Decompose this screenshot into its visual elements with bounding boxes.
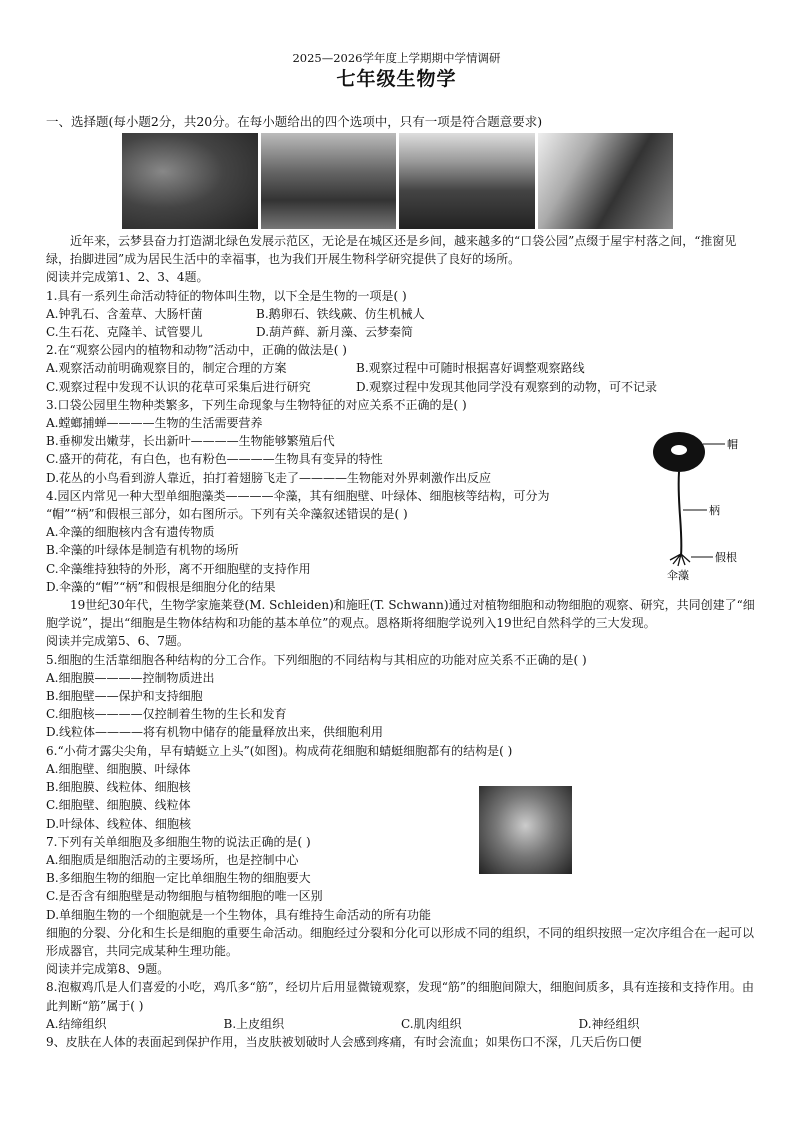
option-a: A.伞藻的细胞核内含有遗传物质 xyxy=(46,525,215,540)
section-heading: 一、选择题(每小题2分，共20分。在每小题给出的四个选项中，只有一项是符合题意要求) xyxy=(46,114,543,129)
option-d: D.伞藻的“帽”“柄”和假根是细胞分化的结果 xyxy=(46,579,276,594)
option-d: D.葫芦藓、新月藻、云梦秦简 xyxy=(256,325,414,340)
acetabularia-stalk xyxy=(679,472,682,556)
question-stem: 1.具有一系列生命活动特征的物体叫生物，以下全是生物的一项是( ) xyxy=(46,288,407,303)
label-stalk: 柄 xyxy=(709,504,720,517)
acetabularia-figure xyxy=(645,424,760,584)
option-d: D.线粒体————将有机物中储存的能量释放出来，供细胞利用 xyxy=(46,725,384,740)
label-rhizoid: 假根 xyxy=(715,551,737,564)
question-stem: 2.在“观察公园内的植物和动物”活动中，正确的做法是( ) xyxy=(46,343,347,358)
option-row xyxy=(46,359,756,377)
cell-division-passage: 细胞的分裂、分化和生长是细胞的重要生命活动。细胞经过分裂和分化可以形成不同的组织，不同的组织按照一定次序组合在一起可以形成器官，共同完成某种生理功能。 xyxy=(46,925,755,958)
question-stem-continued: “帽”“柄”和假根三部分，如右图所示。下列有关伞藻叙述错误的是( ) xyxy=(46,507,408,522)
park-photo-strip xyxy=(122,133,673,229)
park-photo-walkway xyxy=(538,133,674,229)
option-b: B.垂柳发出嫩芽，长出新叶————生物能够繁殖后代 xyxy=(46,434,335,449)
option-row xyxy=(46,1015,756,1033)
question-stem: 3.口袋公园里生物种类繁多，下列生命现象与生物特征的对应关系不正确的是( ) xyxy=(46,397,467,412)
option-b: B.伞藻的叶绿体是制造有机物的场所 xyxy=(46,543,239,558)
question-stem: 5.细胞的生活靠细胞各种结构的分工合作。下列细胞的不同结构与其相应的功能对应关系不正确的是( ) xyxy=(46,652,587,667)
cell-theory-passage: 19世纪30年代，生物学家施莱登(M. Schleiden)和施旺(T. Schwann)通过对植物细胞和动物细胞的观察、研究，共同创建了“细胞学说”，提出“细胞是生物体结构和功能的基本单位”的观点。恩格斯将细胞学说列入19世纪自然科学的三大发现。 xyxy=(46,598,755,631)
label-acetabularia: 伞藻 xyxy=(667,569,689,582)
question-stem: 7.下列有关单细胞及多细胞生物的说法正确的是( ) xyxy=(46,834,311,849)
option-c: C.细胞壁、细胞膜、线粒体 xyxy=(46,798,191,813)
option-c: C.细胞核————仅控制着生物的生长和发育 xyxy=(46,707,287,722)
park-photo-fountain xyxy=(261,133,397,229)
exam-title: 七年级生物学 xyxy=(336,68,457,90)
park-photo-garden xyxy=(122,133,258,229)
option-d: D.观察过程中发现其他同学没有观察到的动物，可不记录 xyxy=(356,379,658,394)
option-b: B.细胞膜、线粒体、细胞核 xyxy=(46,780,191,795)
option-c: C.盛开的荷花，有白色，也有粉色————生物具有变异的特性 xyxy=(46,452,383,467)
option-a: A.细胞膜————控制物质进出 xyxy=(46,670,215,685)
option-b: B.鹅卵石、铁线蕨、仿生机械人 xyxy=(256,306,425,321)
option-d: D.神经组织 xyxy=(578,1016,640,1031)
option-row xyxy=(46,378,756,396)
intro-paragraph: 近年来，云梦县奋力打造湖北绿色发展示范区，无论是在城区还是乡间，越来越多的“口袋公园”点缀于屋宇村落之间，“推窗见绿，抬脚进园”成为居民生活中的幸福事，也为我们开展生物科学研究提供了良好的场所。 xyxy=(46,234,737,267)
option-row xyxy=(46,305,756,323)
question-stem: 4.园区内常见一种大型单细胞藻类————伞藻，其有细胞壁、叶绿体、细胞核等结构，可分为 xyxy=(46,488,550,503)
option-a: A.结缔组织 xyxy=(46,1016,107,1031)
option-a: A.钟乳石、含羞草、大肠杆菌 xyxy=(46,306,203,321)
question-content xyxy=(46,232,756,1051)
park-photo-reeds xyxy=(399,133,535,229)
exam-supertitle: 2025—2026学年度上学期期中学情调研 xyxy=(292,51,501,65)
option-d: D.单细胞生物的一个细胞就是一个生物体，具有维持生命活动的所有功能 xyxy=(46,907,432,922)
question-stem: 9、皮肤在人体的表面起到保护作用，当皮肤被划破时人会感到疼痛，有时会流血；如果伤口不深，几天后伤口便 xyxy=(46,1034,642,1049)
reading-instruction: 阅读并完成第1、2、3、4题。 xyxy=(46,270,209,285)
label-cap: 帽 xyxy=(727,438,738,451)
option-a: A.细胞质是细胞活动的主要场所，也是控制中心 xyxy=(46,852,299,867)
option-d: D.叶绿体、线粒体、细胞核 xyxy=(46,816,192,831)
reading-instruction: 阅读并完成第8、9题。 xyxy=(46,962,170,977)
option-d: D.花丛的小鸟看到游人靠近，拍打着翅膀飞走了————生物能对外界刺激作出反应 xyxy=(46,470,492,485)
acetabularia-rhizoid xyxy=(670,554,690,566)
reading-instruction: 阅读并完成第5、6、7题。 xyxy=(46,634,189,649)
option-b: B.多细胞生物的细胞一定比单细胞生物的细胞要大 xyxy=(46,871,311,886)
question-stem: 8.泡椒鸡爪是人们喜爱的小吃，鸡爪多“筋”，经切片后用显微镜观察，发现“筋”的细胞间隙大，细胞间质多，具有连接和支持作用。由此判断“筋”属于( ) xyxy=(46,980,754,1013)
option-a: A.螳螂捕蝉————生物的生活需要营养 xyxy=(46,416,263,431)
option-c: C.是否含有细胞壁是动物细胞与植物细胞的唯一区别 xyxy=(46,889,323,904)
option-b: B.上皮组织 xyxy=(223,1016,285,1031)
question-stem: 6.“小荷才露尖尖角，早有蜻蜓立上头”(如图)。构成荷花细胞和蜻蜓细胞都有的结构是( ) xyxy=(46,743,513,758)
option-c: C.伞藻维持独特的外形，离不开细胞壁的支持作用 xyxy=(46,561,311,576)
option-a: A.细胞壁、细胞膜、叶绿体 xyxy=(46,761,191,776)
option-c: C.观察过程中发现不认识的花草可采集后进行研究 xyxy=(46,379,311,394)
option-c: C.肌肉组织 xyxy=(401,1016,462,1031)
dragonfly-lotus-photo xyxy=(479,786,572,874)
option-b: B.观察过程中可随时根据喜好调整观察路线 xyxy=(356,361,585,376)
option-a: A.观察活动前明确观察目的，制定合理的方案 xyxy=(46,361,287,376)
option-c: C.生石花、克隆羊、试管婴儿 xyxy=(46,325,203,340)
option-row xyxy=(46,323,756,341)
option-b: B.细胞壁——保护和支持细胞 xyxy=(46,689,203,704)
